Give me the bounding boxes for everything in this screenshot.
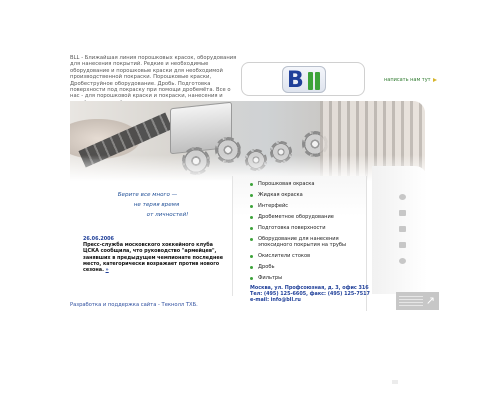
logo[interactable] — [282, 66, 326, 93]
contact-address — [250, 285, 372, 303]
contact-link[interactable] — [384, 77, 437, 83]
arrow-up-right-icon: ↗ — [425, 294, 435, 307]
logo-bar-right — [315, 72, 320, 90]
slogan — [70, 190, 225, 220]
main-menu — [249, 181, 367, 286]
slogan-line: от личностей! — [146, 212, 189, 218]
phone-line: Тел: (495) 125-6605, факс: (495) 125-7517 — [250, 291, 370, 298]
home-icon[interactable] — [399, 194, 406, 200]
menu-item-surface-prep[interactable]: Подготовка поверхности — [249, 225, 367, 231]
mail-icon[interactable] — [399, 210, 406, 216]
email-line[interactable]: e-mail: info@bll.ru — [250, 297, 301, 304]
menu-item-filters[interactable]: Фильтры — [249, 275, 367, 281]
news-item — [83, 236, 226, 273]
menu-item-pipe-coating[interactable]: Оборудование для нанесения эпоксидного покрытия на трубы — [249, 236, 367, 248]
logo-letter: B — [287, 68, 303, 93]
news-date: 26.06.2006 — [83, 236, 114, 242]
menu-item-powder-coating[interactable]: Порошковая окраска — [249, 181, 367, 187]
print-icon[interactable] — [399, 242, 406, 248]
menu-item-shot[interactable]: Дробь — [249, 264, 367, 270]
menu-item-interface[interactable]: Интерфейс — [249, 203, 367, 209]
footer-credit[interactable]: Разработка и поддержка сайта - Текнолл ТХБ. — [70, 302, 198, 308]
arrow-right-icon — [433, 78, 437, 82]
sitemap-icon[interactable] — [399, 226, 406, 232]
side-toolbar — [372, 166, 427, 294]
slogan-line: Берите все много — — [117, 192, 178, 198]
developer-badge-button[interactable] — [396, 292, 439, 310]
menu-item-liquid-coating[interactable]: Жидкая окраска — [249, 192, 367, 198]
menu-item-oxidizers[interactable]: Окислители стоков — [249, 253, 367, 259]
logo-card — [241, 62, 365, 96]
search-icon[interactable] — [399, 258, 406, 264]
slogan-line: не теряя время — [133, 202, 180, 208]
address-line: Москва, ул. Профсоюзная, д. 3, офис 316 — [250, 285, 369, 291]
corner-marker — [392, 380, 398, 384]
news-more-link[interactable]: » — [105, 267, 109, 274]
menu-item-shot-blasting[interactable]: Дробеметное оборудование — [249, 214, 367, 220]
contact-link-label: написать нам тут — [384, 77, 431, 83]
intro-text: BLL - Ближайшая линия порошковых красок, оборудования для нанесения покрытий. Редкие и необходимые оборудование и порошковые краски для необходимой производственной покраски. Порошковые краски, Дробеструйное оборудование. Дробь. Подготовка поверхности под покраску при помощи дробемёта. Все о нас - для порошковой краски и покраски, нанесения и — [70, 55, 237, 100]
badge-lines — [399, 296, 423, 306]
news-text: Пресс-служба московского хоккейного клуба ЦСКА сообщила, что руководство "армейцев", занявших в предыдущем чемпионате последнее место, категорически возражает против нового сезона. — [83, 242, 224, 274]
logo-bar-left — [308, 72, 313, 90]
